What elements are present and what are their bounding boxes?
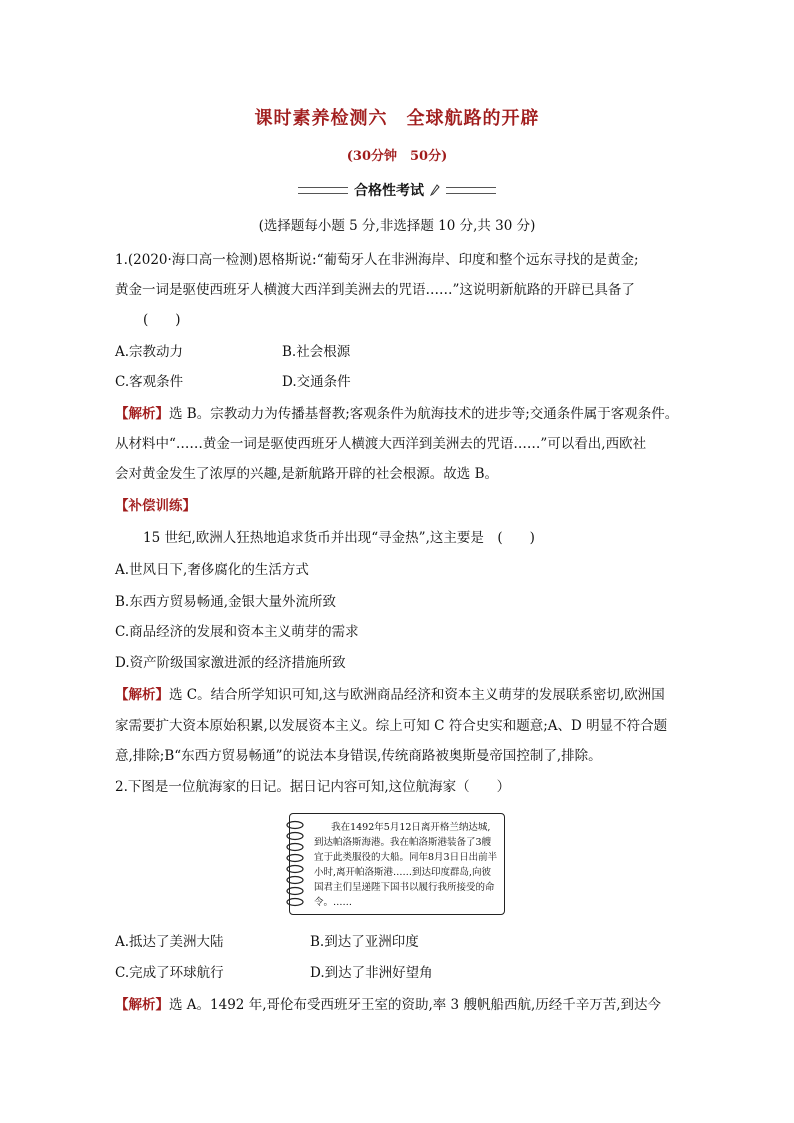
q1-answer-paren: ( ) [143,312,181,328]
q1-explanation-line1 [115,404,678,424]
section-label: 合格性考试 [354,183,424,199]
q2-option-a: A.抵达了美洲大陆 [115,934,224,950]
supp-explanation-tag: 【解析】 [115,687,169,703]
q2-explanation-text1: 选 A。1492 年,哥伦布受西班牙王室的资助,率 3 艘帆船西航,历经千辛万苦,到达今 [169,997,662,1013]
q1-explanation-tag: 【解析】 [115,406,169,422]
supplementary-tag: 【补偿训练】 [115,498,196,514]
q2-option-b: B.到达了亚洲印度 [310,934,419,950]
q2-stem: 2.下图是一位航海家的日记。据日记内容可知,这位航海家（ ） [115,779,511,795]
diary-text: 我在1492年5月12日离开格兰纳达城,到达帕洛斯海港。我在帕洛斯港装备了3艘宜于此类服役的大船。同年8月3日日出前半小时,离开帕洛斯港……到达印度群岛,向彼国君主们呈递陛下国书以履行我所接受的命令。…… [314,822,498,908]
supp-stem: 15 世纪,欧洲人狂热地追求货币并出现“寻金热”,这主要是 ( ) [143,530,535,546]
page-title: 课时素养检测六 全球航路的开辟 [254,108,540,129]
supp-explanation-line1 [115,685,665,705]
q1-option-c: C.客观条件 [115,374,184,390]
pencil-icon [430,184,440,196]
q2-explanation-tag: 【解析】 [115,997,169,1013]
supp-explanation-text1: 选 C。结合所学知识可知,这与欧洲商品经济和资本主义萌芽的发展联系密切,欧洲国 [169,687,665,703]
q1-explanation-text1: 选 B。宗教动力为传播基督教;客观条件为航海技术的进步等;交通条件属于客观条件。 [169,406,679,422]
page-subtitle: (30分钟 50分) [346,149,448,164]
supp-option-b: B.东西方贸易畅通,金银大量外流所致 [115,594,337,610]
supp-option-c: C.商品经济的发展和资本主义萌芽的需求 [115,624,359,640]
supp-explanation-line2: 家需要扩大资本原始积累,以发展资本主义。综上可知 C 符合史实和题意;A、D 明显不符合题 [115,718,668,734]
q1-option-a: A.宗教动力 [115,344,184,360]
q2-option-d: D.到达了非洲好望角 [310,965,433,981]
q1-explanation-line2: 从材料中“……黄金一词是驱使西班牙人横渡大西洋到美洲去的咒语……”可以看出,西欧社 [115,436,647,452]
q1-stem-line1: 1.(2020·海口高一检测)恩格斯说:“葡萄牙人在非洲海岸、印度和整个远东寻找的是黄金; [115,252,639,268]
diary-image [289,813,505,915]
section-banner [0,180,794,200]
supp-option-a: A.世风日下,奢侈腐化的生活方式 [115,562,309,578]
q1-option-d: D.交通条件 [282,374,351,390]
q1-stem-line2: 黄金一词是驱使西班牙人横渡大西洋到美洲去的咒语……”这说明新航路的开辟已具备了 [115,282,635,298]
q1-explanation-line3: 会对黄金发生了浓厚的兴趣,是新航路开辟的社会根源。故选 B。 [115,466,499,482]
q2-explanation-line1 [115,995,661,1015]
banner-rule-right [446,187,496,194]
notebook-spiral-icon [282,820,308,910]
supp-option-d: D.资产阶级国家激进派的经济措施所致 [115,655,346,671]
banner-rule-left [298,187,348,194]
q1-option-b: B.社会根源 [282,344,351,360]
instruction-text: (选择题每小题 5 分,非选择题 10 分,共 30 分) [258,218,536,234]
supp-explanation-line3: 意,排除;B“东西方贸易畅通”的说法本身错误,传统商路被奥斯曼帝国控制了,排除。 [115,748,602,764]
q2-option-c: C.完成了环球航行 [115,965,224,981]
